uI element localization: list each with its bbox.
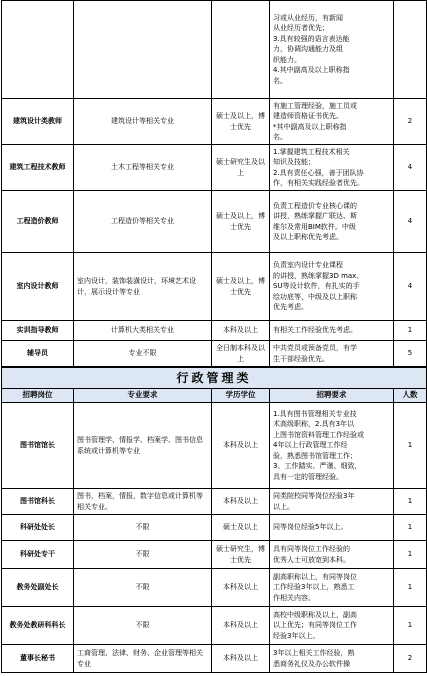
position-cell: 建筑工程技术教师: [2, 145, 74, 191]
requirement-cell: 习或从业经历，有新闻 从业经历者优先； 3.具有较强的语言表达能 力，协调沟通能力及组 织能力。 4.其中副高及以上职称指 名。: [270, 1, 394, 99]
recruitment-table-admin: [1, 367, 427, 673]
count-cell: 1: [394, 607, 427, 645]
requirement-cell: 负责工程造价专业核心课的 讲授，熟练掌握广联达、斯 维尔及常用BIM软件。中级 及以上职称优先考虑。: [270, 191, 394, 253]
requirement-cell: 负责室内设计专业课程 的讲授，熟练掌握3D max、 SU等设计软件，有扎实的手 绘功底等，中级及以上职称 优先考虑。: [270, 253, 394, 321]
position-cell: 教务处副处长: [2, 569, 74, 607]
major-cell: 图书，档案，情报，数字信息或计算机等相关专业。: [74, 489, 212, 515]
count-cell: 4: [394, 145, 427, 191]
header-requirements: 招聘要求: [270, 389, 394, 403]
position-cell: 室内设计教师: [2, 253, 74, 321]
requirement-cell: 1.具有图书管理相关专业技 术高级职称，2.具有3年以 上图书馆资料管理工作经验或 4年以上行政管理工作经 验，熟悉图书馆管理工作； 3、工作踏实、严谨、细致， 具有一定的管理经验。: [270, 403, 394, 489]
table-row: [2, 489, 427, 515]
table-row: [2, 253, 427, 321]
position-cell: 工程造价教师: [2, 191, 74, 253]
major-cell: 不限: [74, 515, 212, 541]
major-cell: 不限: [74, 569, 212, 607]
section-title: 行政管理类: [2, 368, 427, 389]
education-cell: 本科及以上: [212, 489, 270, 515]
major-cell: 室内设计，装饰装潢设计，环境艺术设计，展示设计等专业: [74, 253, 212, 321]
count-cell: 1: [394, 515, 427, 541]
header-education: 学历学位: [212, 389, 270, 403]
position-cell: 科研处处长: [2, 515, 74, 541]
recruitment-table-teaching: [1, 0, 427, 367]
position-cell: [2, 1, 74, 99]
position-cell: 图书馆馆长: [2, 403, 74, 489]
header-row: [2, 389, 427, 403]
count-cell: 1: [394, 321, 427, 341]
header-position: 招聘岗位: [2, 389, 74, 403]
requirement-cell: 1.掌握建筑工程技术相关 知识及技能； 2.具有责任心强，善于团队协 作，有相关实践经验者优先。: [270, 145, 394, 191]
major-cell: [74, 1, 212, 99]
requirement-cell: 3年以上相关工作经验，熟 悉商务礼仪及办公软件操: [270, 645, 394, 673]
education-cell: 本科及以上: [212, 403, 270, 489]
count-cell: 1: [394, 569, 427, 607]
count-cell: 1: [394, 403, 427, 489]
table-row: [2, 515, 427, 541]
education-cell: 硕士及以上，博士优先: [212, 253, 270, 321]
position-cell: 董事长秘书: [2, 645, 74, 673]
education-cell: 本科及以上: [212, 321, 270, 341]
requirement-cell: 高校中级职称及以上，副高 以上优先；有同等岗位工作 经验3年以上。: [270, 607, 394, 645]
count-cell: 4: [394, 253, 427, 321]
major-cell: 不限: [74, 607, 212, 645]
education-cell: [212, 1, 270, 99]
table-row: [2, 541, 427, 569]
major-cell: 土木工程等相关专业: [74, 145, 212, 191]
major-cell: 图书管理学、情报学、档案学、图书信息系统或计算机等专业: [74, 403, 212, 489]
count-cell: 1: [394, 489, 427, 515]
position-cell: 建筑设计类教师: [2, 99, 74, 145]
table-row: [2, 645, 427, 673]
education-cell: 硕士及以上，博士优先: [212, 99, 270, 145]
count-cell: 4: [394, 191, 427, 253]
position-cell: 科研处专干: [2, 541, 74, 569]
position-cell: 图书馆科长: [2, 489, 74, 515]
table-row: [2, 145, 427, 191]
count-cell: 2: [394, 99, 427, 145]
requirement-cell: 具有同等岗位工作经验的 优秀人士可放宽到本科。: [270, 541, 394, 569]
table-row: [2, 1, 427, 99]
major-cell: 建筑设计等相关专业: [74, 99, 212, 145]
education-cell: 本科及以上: [212, 607, 270, 645]
table-row: [2, 607, 427, 645]
major-cell: 计算机大类相关专业: [74, 321, 212, 341]
requirement-cell: 同等岗位经验5年以上。: [270, 515, 394, 541]
major-cell: 工商管理、法律、财务、企业管理等相关专业: [74, 645, 212, 673]
position-cell: 辅导员: [2, 341, 74, 367]
education-cell: 硕士及以上: [212, 515, 270, 541]
requirement-cell: 同类院校同等岗位经验3年 以上。: [270, 489, 394, 515]
table-row: [2, 569, 427, 607]
education-cell: 本科及以上: [212, 569, 270, 607]
header-major: 专业要求: [74, 389, 212, 403]
requirement-cell: 中共党员或预备党员，有学 生干部经验优先。: [270, 341, 394, 367]
requirement-cell: 副高职称以上，有同等岗位 工作经验3年以上，熟悉工 作相关内容。: [270, 569, 394, 607]
major-cell: 专业不限: [74, 341, 212, 367]
position-cell: 实训指导教师: [2, 321, 74, 341]
table-row: [2, 341, 427, 367]
major-cell: 工程造价等相关专业: [74, 191, 212, 253]
education-cell: 全日制本科及以上: [212, 341, 270, 367]
requirement-cell: 有施工管理经验，施工员或 建造师资格证书优先。 *其中副高及以上职称指 名。: [270, 99, 394, 145]
table-row: [2, 403, 427, 489]
section-title-row: [2, 368, 427, 389]
count-cell: 5: [394, 341, 427, 367]
header-count: 人数: [394, 389, 427, 403]
education-cell: 硕士研究生，博士优先: [212, 541, 270, 569]
table-row: [2, 321, 427, 341]
education-cell: 硕士研究生及以上: [212, 145, 270, 191]
requirement-cell: 有相关工作经验优先考虑。: [270, 321, 394, 341]
position-cell: 教务处教研科科长: [2, 607, 74, 645]
table-row: [2, 99, 427, 145]
education-cell: 本科及以上: [212, 645, 270, 673]
count-cell: 1: [394, 541, 427, 569]
count-cell: [394, 1, 427, 99]
education-cell: 硕士及以上，博士优先: [212, 191, 270, 253]
table-row: [2, 191, 427, 253]
count-cell: 2: [394, 645, 427, 673]
major-cell: 不限: [74, 541, 212, 569]
